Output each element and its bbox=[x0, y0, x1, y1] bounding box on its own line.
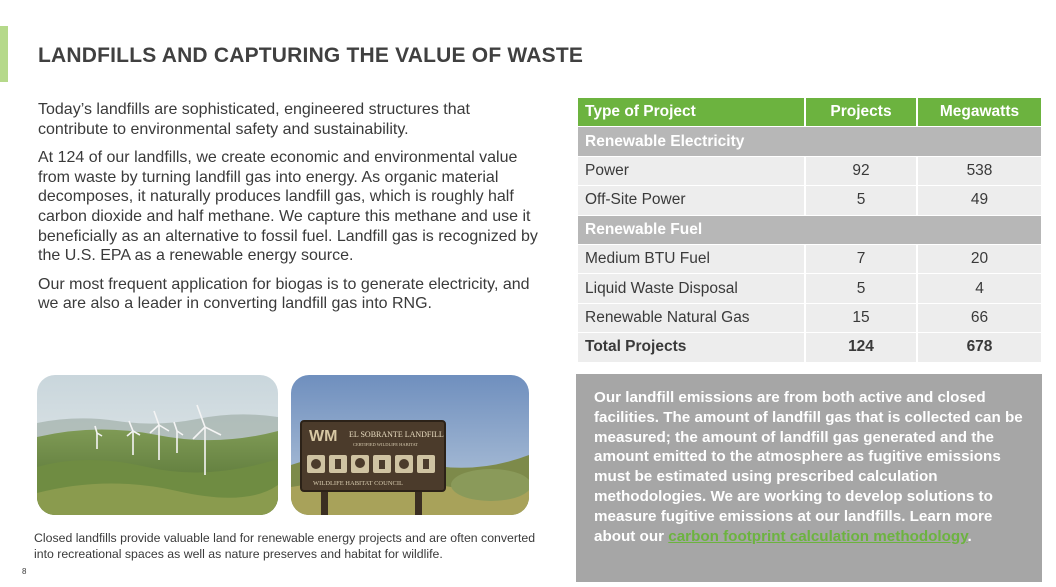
total-megawatts: 678 bbox=[918, 333, 1041, 362]
info-trailing: . bbox=[967, 527, 972, 545]
accent-bar bbox=[0, 26, 8, 82]
info-text bbox=[594, 388, 1030, 546]
landfill-sign-photo bbox=[291, 375, 529, 515]
row-projects: 5 bbox=[806, 186, 918, 215]
table-row bbox=[578, 304, 1041, 333]
sign-line-1: EL SOBRANTE LANDFILL bbox=[349, 430, 444, 439]
row-name: Medium BTU Fuel bbox=[578, 245, 806, 274]
column-header-megawatts: Megawatts bbox=[918, 98, 1041, 127]
svg-text:WM: WM bbox=[309, 428, 338, 445]
row-projects: 92 bbox=[806, 157, 918, 186]
page-number: 8 bbox=[22, 567, 27, 576]
section-label: Renewable Fuel bbox=[578, 216, 1041, 245]
row-name: Off-Site Power bbox=[578, 186, 806, 215]
info-body: Our landfill emissions are from both active and closed facilities. The amount of landfill gas that is collected can be measured; the amount of landfill gas generated and the amount emitted to the atmosphere as fugitive emissions must be estimated using prescribed calculation methodologies. We are working to develop solutions to measure fugitive emissions at our landfills. Learn more about our bbox=[594, 389, 1023, 545]
table-row bbox=[578, 186, 1041, 215]
total-projects: 124 bbox=[806, 333, 918, 362]
column-header-projects: Projects bbox=[806, 98, 918, 127]
row-projects: 5 bbox=[806, 274, 918, 303]
table-row bbox=[578, 274, 1041, 303]
table-section-row bbox=[578, 127, 1041, 156]
row-name: Renewable Natural Gas bbox=[578, 304, 806, 333]
page-title: LANDFILLS AND CAPTURING THE VALUE OF WASTE bbox=[38, 44, 584, 67]
row-projects: 7 bbox=[806, 245, 918, 274]
table-row bbox=[578, 157, 1041, 186]
carbon-footprint-link[interactable]: carbon footprint calculation methodology bbox=[668, 527, 968, 545]
row-name: Liquid Waste Disposal bbox=[578, 274, 806, 303]
wind-turbine-photo bbox=[37, 375, 278, 515]
row-megawatts: 20 bbox=[918, 245, 1041, 274]
sign-footer: WILDLIFE HABITAT COUNCIL bbox=[313, 480, 403, 487]
table-row bbox=[578, 245, 1041, 274]
emissions-info-box bbox=[576, 374, 1042, 582]
row-megawatts: 538 bbox=[918, 157, 1041, 186]
row-name: Power bbox=[578, 157, 806, 186]
column-header-type: Type of Project bbox=[578, 98, 806, 127]
total-name: Total Projects bbox=[578, 333, 806, 362]
section-label: Renewable Electricity bbox=[578, 127, 1041, 156]
body-paragraph: Today’s landfills are sophisticated, engineered structures that contribute to environmental safety and sustainability. bbox=[38, 101, 470, 138]
row-megawatts: 4 bbox=[918, 274, 1041, 303]
table-section-row bbox=[578, 216, 1041, 245]
body-paragraph: At 124 of our landfills, we create economic and environmental value from waste by turning landfill gas into energy. As organic material decomposes, it naturally produces landfill gas, which is roughly half carbon dioxide and half methane. We capture this methane and use it beneficially as an alternative to fossil fuel. Landfill gas is recognized by the U.S. EPA as a renewable energy source. bbox=[38, 149, 538, 265]
photo-caption: Closed landfills provide valuable land for renewable energy projects and are often converted into recreational spaces as well as nature preserves and habitat for wildlife. bbox=[34, 531, 536, 561]
sign-line-2: CERTIFIED WILDLIFE HABITAT bbox=[353, 442, 419, 447]
projects-table bbox=[578, 98, 1041, 363]
row-megawatts: 66 bbox=[918, 304, 1041, 333]
body-text bbox=[38, 100, 543, 323]
body-paragraph: Our most frequent application for biogas is to generate electricity, and we are also a leader in converting landfill gas into RNG. bbox=[38, 275, 530, 313]
table-header-row bbox=[578, 98, 1041, 127]
table-total-row bbox=[578, 333, 1041, 362]
row-megawatts: 49 bbox=[918, 186, 1041, 215]
row-projects: 15 bbox=[806, 304, 918, 333]
